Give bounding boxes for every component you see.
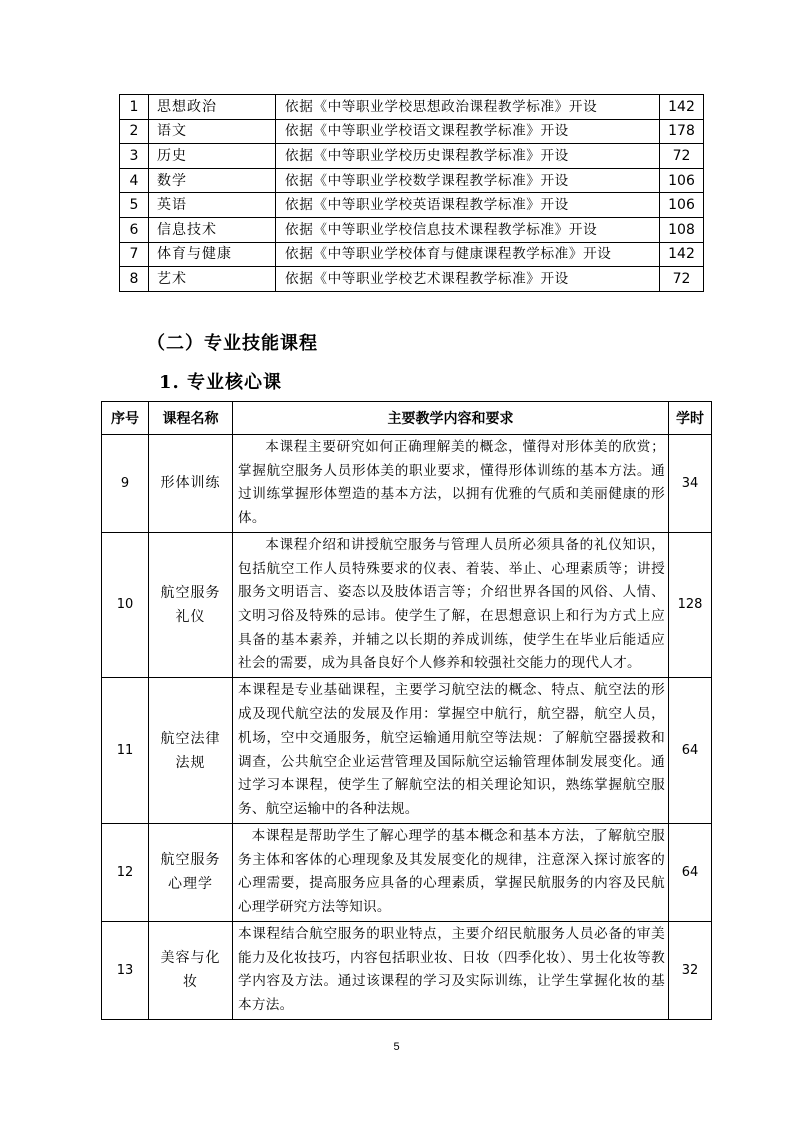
course-hours: 32 — [669, 921, 712, 1019]
table-row — [120, 168, 704, 193]
course-name: 艺术 — [149, 267, 276, 292]
course-basis: 依据《中等职业学校数学课程教学标准》开设 — [276, 168, 660, 193]
course-basis: 依据《中等职业学校语文课程教学标准》开设 — [276, 119, 660, 144]
course-name: 思想政治 — [149, 95, 276, 120]
course-content — [233, 824, 669, 922]
section-heading: （二）专业技能课程 — [147, 333, 318, 354]
course-hours: 142 — [660, 242, 704, 267]
course-content — [233, 921, 669, 1019]
course-name-line: 航空服务 — [160, 852, 221, 869]
course-hours: 72 — [660, 144, 704, 169]
course-name — [149, 532, 233, 677]
course-content-text: 本课程介绍和讲授航空服务与管理人员所必须具备的礼仪知识，包括航空工作人员特殊要求的仪表、着装、举止、心理素质等；讲授服务文明语言、姿态以及肢体语言等；介绍世界各国的风俗、人情、文明习俗及特殊的忌讳。使学生了解，在思想意识上和行为方式上应具备的基本素养，并辅之以长期的养成训练，使学生在毕业后能适应社会的需要，成为具备良好个人修养和较强社交能力的现代人才。 — [238, 536, 665, 672]
course-name-line: 航空法律 — [160, 730, 221, 747]
course-hours: 108 — [660, 217, 704, 242]
course-name-line: 美容与化 — [160, 950, 221, 967]
course-number: 4 — [120, 168, 149, 193]
table-row — [102, 678, 712, 824]
course-basis: 依据《中等职业学校信息技术课程教学标准》开设 — [276, 217, 660, 242]
course-content — [233, 435, 669, 533]
table-row — [102, 532, 712, 677]
course-basis: 依据《中等职业学校思想政治课程教学标准》开设 — [276, 95, 660, 120]
course-name: 语文 — [149, 119, 276, 144]
course-number: 9 — [102, 435, 149, 533]
table-row — [102, 435, 712, 533]
course-number: 1 — [120, 95, 149, 120]
table-row — [120, 119, 704, 144]
course-name — [149, 921, 233, 1019]
course-content — [233, 532, 669, 677]
course-name: 数学 — [149, 168, 276, 193]
course-number: 6 — [120, 217, 149, 242]
public-courses-table — [119, 94, 704, 292]
course-content-text: 本课程主要研究如何正确理解美的概念，懂得对形体美的欣赏；掌握航空服务人员形体美的职业要求，懂得形体训练的基本方法。通过训练掌握形体塑造的基本方法，以拥有优雅的气质和美丽健康的形体。 — [238, 439, 665, 527]
header-number: 序号 — [102, 402, 149, 435]
course-hours: 142 — [660, 95, 704, 120]
table-row — [120, 267, 704, 292]
course-content — [233, 678, 669, 824]
course-hours: 106 — [660, 193, 704, 218]
course-name-line: 妆 — [183, 974, 198, 991]
course-hours: 72 — [660, 267, 704, 292]
table-row — [120, 193, 704, 218]
course-name: 历史 — [149, 144, 276, 169]
course-number: 5 — [120, 193, 149, 218]
header-content: 主要教学内容和要求 — [233, 402, 669, 435]
course-name-line: 心理学 — [168, 876, 213, 893]
page-number: 5 — [393, 1041, 400, 1053]
course-number: 11 — [102, 678, 149, 824]
course-basis: 依据《中等职业学校英语课程教学标准》开设 — [276, 193, 660, 218]
course-hours: 34 — [669, 435, 712, 533]
course-hours: 178 — [660, 119, 704, 144]
table-row — [120, 242, 704, 267]
course-name: 信息技术 — [149, 217, 276, 242]
table-row — [120, 95, 704, 120]
course-number: 7 — [120, 242, 149, 267]
course-name-line: 航空服务 — [160, 584, 221, 601]
table-header-row — [102, 402, 712, 435]
header-hours: 学时 — [669, 402, 712, 435]
course-number: 10 — [102, 532, 149, 677]
course-name-line: 形体训练 — [160, 475, 221, 492]
table-row — [102, 921, 712, 1019]
course-hours: 64 — [669, 678, 712, 824]
subsection-heading: 1. 专业核心课 — [159, 372, 283, 393]
header-course-name: 课程名称 — [149, 402, 233, 435]
course-name — [149, 435, 233, 533]
course-basis: 依据《中等职业学校历史课程教学标准》开设 — [276, 144, 660, 169]
course-name: 体育与健康 — [149, 242, 276, 267]
course-name-line: 法规 — [175, 754, 206, 771]
course-hours: 106 — [660, 168, 704, 193]
course-number: 12 — [102, 824, 149, 922]
course-name — [149, 824, 233, 922]
course-number: 8 — [120, 267, 149, 292]
course-basis: 依据《中等职业学校艺术课程教学标准》开设 — [276, 267, 660, 292]
table-row — [120, 144, 704, 169]
course-content-text: 本课程结合航空服务的职业特点，主要介绍民航服务人员必备的审美能力及化妆技巧，内容包括职业妆、日妆（四季化妆）、男士化妆等教学内容及方法。通过该课程的学习及实际训练，让学生掌握化妆的基本方法。 — [238, 925, 665, 1013]
course-number: 2 — [120, 119, 149, 144]
course-name — [149, 678, 233, 824]
table-row — [102, 824, 712, 922]
core-courses-table — [101, 401, 712, 1020]
course-content-text: 本课程是专业基础课程，主要学习航空法的概念、特点、航空法的形成及现代航空法的发展及作用：掌握空中航行，航空器，航空人员，机场，空中交通服务，航空运输通用航空等法规：了解航空器援救和调查，公共航空企业运营管理及国际航空运输管理体制发展变化。通过学习本课程，使学生了解航空法的相关理论知识，熟练掌握航空服务、航空运输中的各种法规。 — [238, 682, 665, 817]
course-number: 3 — [120, 144, 149, 169]
course-content-text: 本课程是帮助学生了解心理学的基本概念和基本方法，了解航空服务主体和客体的心理现象及其发展变化的规律，注意深入探讨旅客的心理需要，提高服务应具备的心理素质，掌握民航服务的内容及民航心理学研究方法等知识。 — [238, 828, 665, 916]
course-hours: 128 — [669, 532, 712, 677]
course-number: 13 — [102, 921, 149, 1019]
course-basis: 依据《中等职业学校体育与健康课程教学标准》开设 — [276, 242, 660, 267]
course-name-line: 礼仪 — [175, 608, 206, 625]
course-hours: 64 — [669, 824, 712, 922]
table-row — [120, 217, 704, 242]
course-name: 英语 — [149, 193, 276, 218]
